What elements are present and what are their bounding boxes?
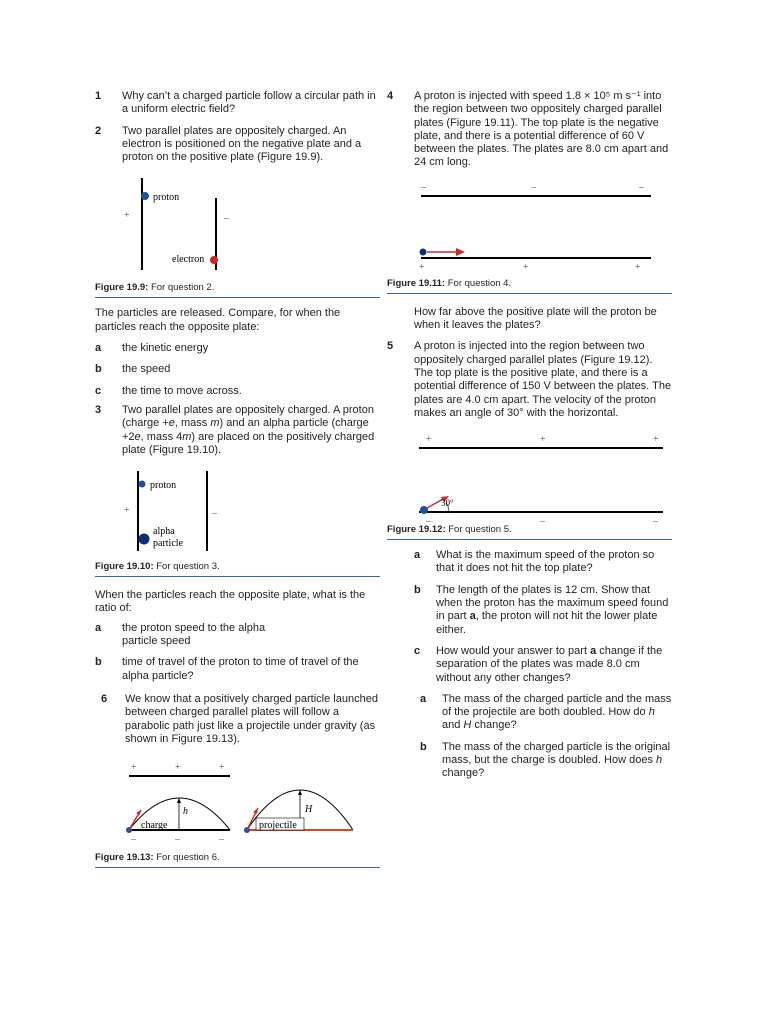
- plus-sign: +: [124, 210, 130, 222]
- question-3: [95, 404, 380, 457]
- proton-dot: [141, 192, 149, 200]
- figure-caption: [95, 852, 380, 868]
- question-number: 2: [95, 124, 102, 137]
- part-letter: a: [95, 342, 102, 355]
- electron-label: electron: [172, 254, 205, 266]
- question-3-part-a: [95, 622, 380, 649]
- question-number: 6: [101, 692, 108, 705]
- figure-19-13: [95, 758, 380, 868]
- minus-sign: –: [131, 834, 136, 846]
- minus-sign: –: [421, 181, 426, 193]
- question-number: 4: [387, 90, 394, 102]
- caption-text: For question 3.: [156, 561, 220, 573]
- part-text: The mass of the charged particle is the original mass, but the charge is doubled. How does h change?: [442, 740, 671, 780]
- proton-dot: [139, 481, 146, 488]
- part-text: [436, 645, 672, 685]
- minus-sign: –: [639, 181, 644, 193]
- plus-sign: +: [419, 261, 425, 273]
- question-1: [95, 90, 380, 117]
- figure-caption: [95, 561, 380, 577]
- figure-19-10-diagram: [95, 469, 380, 557]
- part-text-segment: , the proton will not hit the lower plate either.: [436, 610, 658, 636]
- caption-text: For question 2.: [150, 282, 215, 294]
- plus-sign: +: [653, 434, 659, 446]
- question-6: [101, 693, 380, 746]
- proton-label: proton: [153, 192, 180, 204]
- part-letter: b: [420, 740, 427, 753]
- height-arrow-head: [177, 798, 181, 803]
- minus-sign: –: [531, 181, 536, 193]
- part-text-segment: How would your answer to part: [436, 644, 591, 657]
- caption-text: For question 5.: [448, 524, 512, 536]
- question-6-part-b: [387, 741, 672, 781]
- minus-sign: –: [426, 516, 431, 525]
- question-text: Two parallel plates are oppositely charged. An electron is positioned on the negative plate and a proton on the positive plate (Figure 19.9).: [122, 124, 362, 164]
- part-letter: a: [414, 549, 421, 562]
- caption-label: Figure 19.10:: [95, 561, 154, 573]
- part-text: the kinetic energy: [122, 342, 209, 355]
- minus-sign: –: [224, 213, 229, 225]
- question-text: A proton is injected with speed 1.8 × 10⁵ m s⁻¹ into the region between two oppositely charged parallel plates (Figure 19.11). The top plate is the negative plate, and there is a potential difference of 60 V between the plates. The plates are 8.0 cm apart and 24 cm long.: [414, 90, 669, 169]
- question-2-part-c: [95, 385, 380, 398]
- part-text: the speed: [122, 363, 171, 376]
- question-2-intro: The particles are released. Compare, for when the particles reach the opposite plate:: [95, 307, 341, 333]
- question-3-part-b: [95, 656, 380, 683]
- question-6-part-a: [387, 693, 672, 733]
- electron-dot: [210, 256, 218, 264]
- part-letter: b: [414, 583, 421, 596]
- part-text: What is the maximum speed of the proton so that it does not hit the top plate?: [436, 549, 655, 575]
- plus-sign: +: [175, 762, 181, 774]
- plus-sign: +: [426, 434, 432, 446]
- alpha-particle-dot: [139, 534, 150, 545]
- question-5-part-b: [387, 584, 672, 637]
- figure-caption: [387, 278, 672, 294]
- question-2-part-b: [95, 363, 380, 376]
- question-3-intro: When the particles reach the opposite plate, what is the ratio of:: [95, 589, 366, 615]
- minus-sign: –: [540, 516, 545, 525]
- plus-sign: +: [635, 261, 641, 273]
- part-text: time of travel of the proton to time of travel of the alpha particle?: [122, 656, 359, 682]
- arrow-head: [456, 248, 465, 256]
- minus-sign: –: [175, 834, 180, 846]
- plus-sign: +: [540, 434, 546, 446]
- right-column: [387, 90, 672, 781]
- question-2: [95, 125, 380, 165]
- plus-sign: +: [124, 505, 130, 517]
- arrow-head: [136, 810, 141, 815]
- projectile-label: projectile: [259, 820, 297, 832]
- figure-19-9-diagram: [95, 178, 380, 282]
- minus-sign: –: [653, 516, 658, 525]
- caption-label: Figure 19.9:: [95, 282, 149, 294]
- part-letter: c: [414, 644, 421, 657]
- figure-19-12-diagram: [387, 432, 672, 524]
- question-2-part-a: [95, 342, 380, 355]
- part-letter: a: [95, 621, 102, 634]
- part-text: the time to move across.: [122, 384, 242, 397]
- part-letter: b: [95, 363, 102, 376]
- part-text-bold: a: [469, 610, 476, 623]
- question-4-follow-up: How far above the positive plate will the proton be when it leaves the plates?: [414, 305, 657, 332]
- figure-19-12: [387, 432, 672, 540]
- question-5-part-a: [387, 549, 672, 576]
- part-text-bold: a: [590, 644, 597, 657]
- part-text: the proton speed to the alpha particle speed: [122, 621, 266, 648]
- alpha-label: particle: [153, 538, 183, 550]
- figure-19-11: [387, 182, 672, 294]
- question-5-part-c: [387, 645, 672, 685]
- part-letter: c: [95, 384, 102, 397]
- part-text-segment: change if the separation of the plates was made 8.0 cm without any other changes?: [436, 644, 663, 684]
- part-letter: a: [420, 692, 427, 705]
- figure-19-10: [95, 469, 380, 577]
- question-4: [387, 90, 672, 170]
- plus-sign: +: [219, 762, 225, 774]
- plus-sign: +: [131, 762, 137, 774]
- caption-label: Figure 19.12:: [387, 524, 446, 536]
- minus-sign: –: [212, 508, 217, 520]
- question-text: We know that a positively charged particle launched between charged parallel plates will follow a parabolic path just like a projectile under gravity (as shown in Figure 19.13).: [125, 692, 378, 745]
- figure-caption: [387, 524, 672, 540]
- figure-caption: [95, 282, 380, 298]
- figure-19-11-diagram: [387, 182, 672, 276]
- charge-label: charge: [141, 820, 168, 832]
- proton-label: proton: [150, 480, 177, 492]
- caption-text: For question 6.: [156, 852, 220, 864]
- arrow-head: [253, 808, 258, 814]
- question-number: 5: [387, 340, 394, 353]
- alpha-label: alpha: [153, 526, 175, 538]
- caption-text: For question 4.: [447, 277, 512, 289]
- minus-sign: –: [219, 834, 224, 846]
- part-text: The mass of the charged particle and the mass of the projectile are both doubled. How do h and H change?: [442, 692, 672, 732]
- question-text: Two parallel plates are oppositely charged. A proton (charge +e, mass m) and an alpha particle (charge +2e, mass 4m) are placed on the positively charged plate (Figure 19.10).: [122, 403, 375, 456]
- part-letter: b: [95, 656, 102, 669]
- question-text: A proton is injected into the region between two oppositely charged parallel plates (Figure 19.12). The top plate is the positive plate, and there is a potential difference of 150 V between the plates. The plates are 4.0 cm apart. The velocity of the proton makes an angle of 30° with the horizontal.: [414, 340, 672, 419]
- caption-label: Figure 19.11:: [387, 277, 446, 289]
- plus-sign: +: [523, 261, 529, 273]
- proton-dot: [420, 248, 427, 255]
- caption-label: Figure 19.13:: [95, 852, 154, 864]
- angle-label: 30°: [441, 498, 454, 509]
- figure-19-9: [95, 178, 380, 298]
- question-text: Why can’t a charged particle follow a circular path in a uniform electric field?: [122, 90, 376, 116]
- h-label: h: [183, 806, 188, 818]
- part-text-segment: The length of the plates is 12 cm. Show that when the proton has the maximum speed found in part: [436, 583, 669, 623]
- question-number: 1: [95, 90, 102, 102]
- left-column: [95, 90, 380, 868]
- question-5: [387, 340, 672, 420]
- proton-dot: [420, 506, 428, 514]
- H-label: H: [305, 804, 313, 816]
- part-text: [436, 584, 672, 637]
- figure-19-13-diagram: [95, 758, 380, 846]
- height-arrow-head: [298, 790, 302, 795]
- question-number: 3: [95, 403, 102, 416]
